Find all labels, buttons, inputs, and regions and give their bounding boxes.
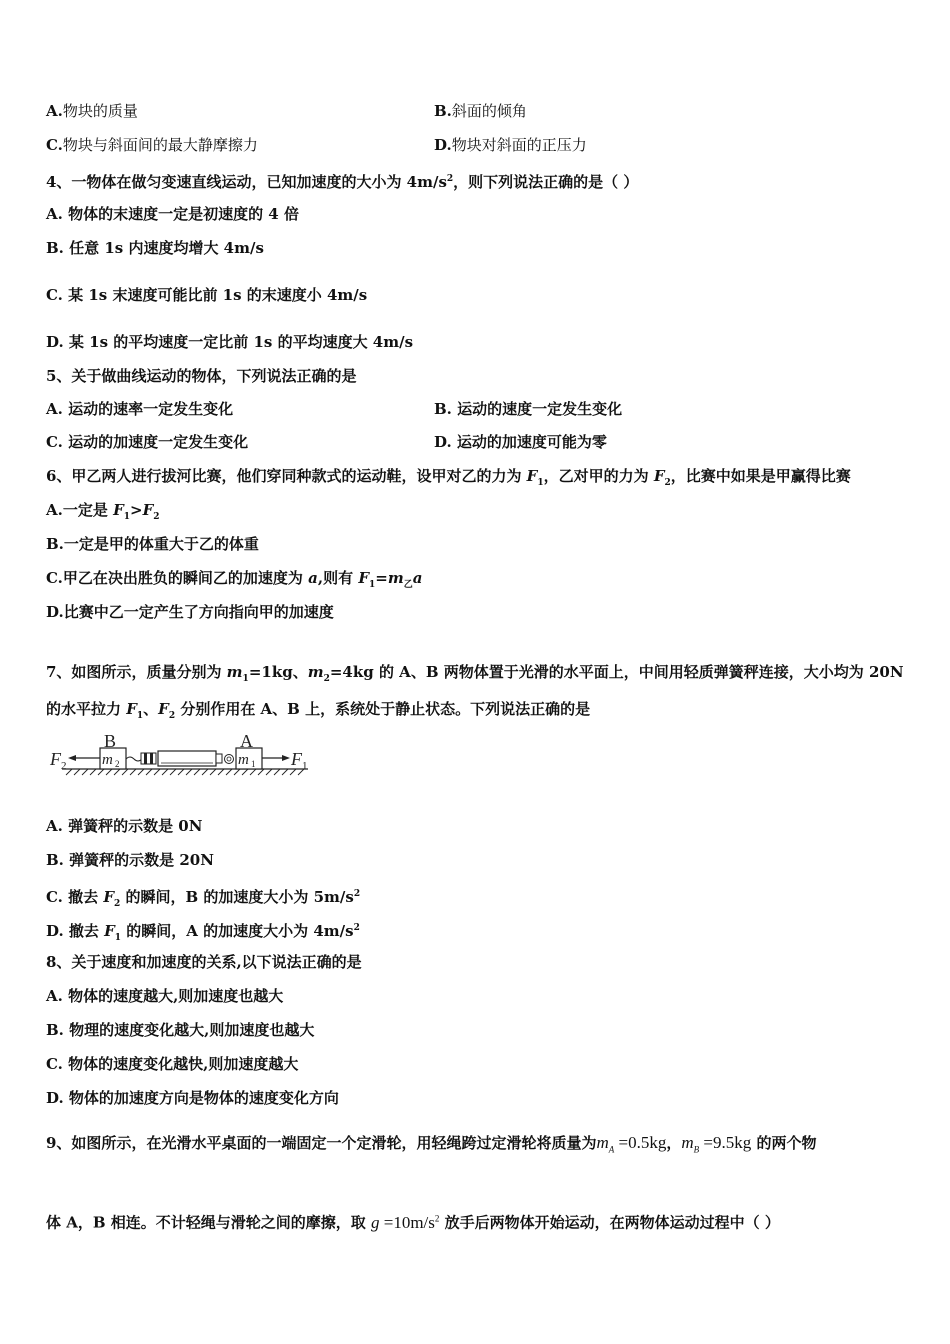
stem-text: 的两个物	[751, 1134, 817, 1152]
q5-option-a: A. 运动的速率一定发生变化	[46, 400, 234, 418]
q6-option-c	[46, 568, 422, 595]
force-symbol: F	[142, 501, 154, 519]
stem-text: 6、甲乙两人进行拔河比赛，他们穿同种款式的运动鞋，设甲对乙的力为	[46, 467, 527, 485]
q6-option-d: D.比赛中乙一定产生了方向指向甲的加速度	[46, 603, 334, 621]
q5-stem: 5、关于做曲线运动的物体，下列说法正确的是	[46, 367, 357, 385]
option-text: ,则有	[317, 569, 359, 587]
block-a-mass-sub: 1	[251, 759, 256, 769]
q8-option-b: B. 物理的速度变化越大,则加速度也越大	[46, 1021, 315, 1039]
mass-symbol: m	[596, 1133, 609, 1152]
gravity-expression	[371, 1213, 439, 1232]
f2-label: F	[50, 749, 61, 769]
option-letter: D.	[434, 136, 452, 154]
q6-stem	[46, 466, 851, 493]
q3-option-b	[434, 101, 527, 121]
stem-text: 体 A，B 相连。不计轻绳与滑轮之间的摩擦，取	[46, 1213, 371, 1232]
stem-text: 分别作用在 A、B 上，系统处于静止状态。下列说法正确的是	[175, 700, 591, 718]
stem-text: =4kg 的 A、B 两物体置于光滑的水平面上，中间用轻质弹簧秤连接，大小均为 20N	[329, 663, 904, 681]
subscript: 1	[136, 711, 144, 721]
force-symbol: F	[103, 888, 114, 906]
subscript: 2	[323, 674, 330, 684]
stem-text: 放手后两物体开始运动，在两物体运动过程中（ ）	[439, 1213, 780, 1232]
q4-option-b: B. 任意 1s 内速度均增大 4m/s	[46, 239, 264, 257]
subscript: 1	[537, 478, 544, 488]
stem-text: 4、一物体在做匀变速直线运动，已知加速度的大小为 4m/s	[46, 173, 447, 191]
q8-option-a: A. 物体的速度越大,则加速度也越大	[46, 987, 284, 1005]
subscript: 1	[114, 933, 122, 943]
superscript: 2	[446, 174, 454, 184]
superscript: 2	[353, 889, 361, 899]
q3-option-c	[46, 135, 258, 155]
subscript: 2	[114, 899, 121, 909]
subscript: 1	[123, 512, 131, 522]
q8-option-c: C. 物体的速度变化越快,则加速度越大	[46, 1055, 299, 1073]
mass-symbol: m	[307, 663, 324, 681]
q7-option-c	[46, 884, 360, 914]
acceleration-symbol: a	[412, 569, 423, 587]
block-b-mass-sub: 2	[115, 759, 120, 769]
option-text: A.一定是	[46, 501, 114, 519]
stem-text: =1kg、	[248, 663, 308, 681]
q9-stem-line1	[46, 1133, 816, 1159]
stem-text: ，乙对甲的力为	[543, 467, 654, 485]
stem-text: 、	[143, 700, 159, 718]
q8-option-d: D. 物体的加速度方向是物体的速度变化方向	[46, 1089, 339, 1107]
q4-option-a: A. 物体的末速度一定是初速度的 4 倍	[46, 205, 299, 223]
subscript: 2	[168, 711, 176, 721]
force-symbol: F	[158, 700, 169, 718]
q6-option-b: B.一定是甲的体重大于乙的体重	[46, 535, 259, 553]
superscript: 2	[434, 1213, 440, 1223]
option-text: D. 撤去	[46, 922, 105, 940]
subscript: A	[608, 1144, 615, 1155]
option-text: 的瞬间，A 的加速度大小为 4m/s	[121, 922, 354, 940]
stem-text: 7、如图所示，质量分别为	[46, 663, 227, 681]
subscript: 乙	[403, 580, 413, 590]
stem-text: ，则下列说法正确的是（ ）	[453, 173, 639, 191]
q9-stem-line2	[46, 1208, 780, 1233]
q3-option-d	[434, 135, 587, 155]
mass-b-expression	[681, 1133, 752, 1155]
q4-option-d: D. 某 1s 的平均速度一定比前 1s 的平均速度大 4m/s	[46, 333, 414, 351]
mass-a-expression	[596, 1133, 667, 1155]
block-b-mass-label: m	[102, 752, 113, 768]
force-symbol: F	[358, 569, 369, 587]
f2-label-sub: 2	[61, 760, 67, 772]
q8-stem: 8、关于速度和加速度的关系,以下说法正确的是	[46, 953, 362, 971]
q4-stem	[46, 169, 638, 192]
force-symbol: F	[653, 467, 665, 485]
q5-option-c: C. 运动的加速度一定发生变化	[46, 433, 249, 451]
operator: =	[375, 569, 388, 587]
option-text: 物块与斜面间的最大静摩擦力	[62, 136, 258, 154]
separator: ，	[666, 1134, 682, 1152]
gravity-value: =10m/s	[379, 1212, 435, 1232]
option-text: 物块的质量	[62, 102, 138, 120]
q7-spring-scale-figure	[46, 728, 316, 776]
force-symbol: F	[104, 922, 115, 940]
option-text: C. 撤去	[46, 888, 104, 906]
mass-symbol: m	[226, 663, 243, 681]
f1-label-sub: 1	[302, 760, 308, 772]
option-text: 物块对斜面的正压力	[451, 136, 587, 154]
block-a-mass-label: m	[238, 752, 249, 768]
option-letter: C.	[46, 136, 63, 154]
option-letter: B.	[434, 102, 452, 120]
block-b-label: B	[104, 731, 117, 751]
operator: >	[130, 501, 143, 519]
q5-option-d: D. 运动的加速度可能为零	[434, 433, 607, 451]
q5-option-b: B. 运动的速度一定发生变化	[434, 400, 623, 418]
block-a-label: A	[240, 731, 253, 751]
force-symbol: F	[526, 467, 538, 485]
q6-option-a	[46, 500, 160, 527]
mass-value: =0.5kg	[614, 1133, 667, 1152]
option-text: 的瞬间，B 的加速度大小为 5m/s	[120, 888, 354, 906]
force-symbol: F	[113, 501, 124, 519]
superscript: 2	[353, 923, 360, 933]
stem-text: ，比赛中如果是甲赢得比赛	[670, 467, 851, 485]
q7-stem-line2	[46, 699, 590, 726]
q3-option-a	[46, 101, 138, 121]
subscript: B	[693, 1144, 700, 1155]
subscript: 1	[368, 580, 376, 590]
gravity-symbol: g	[371, 1212, 380, 1232]
subscript: 1	[242, 674, 249, 684]
stem-text: 的水平拉力	[46, 700, 127, 718]
option-letter: A.	[46, 102, 63, 120]
force-symbol: F	[126, 700, 137, 718]
mass-symbol: m	[387, 569, 404, 587]
q7-stem-line1	[46, 662, 904, 689]
mass-symbol: m	[681, 1133, 694, 1152]
q7-option-a: A. 弹簧秤的示数是 0N	[46, 817, 203, 835]
q7-option-d	[46, 918, 360, 948]
option-text: 斜面的倾角	[451, 102, 527, 120]
option-text: C.甲乙在决出胜负的瞬间乙的加速度为	[46, 569, 309, 587]
mass-value: =9.5kg	[699, 1133, 752, 1152]
q4-option-c: C. 某 1s 末速度可能比前 1s 的末速度小 4m/s	[46, 286, 368, 304]
q7-option-b: B. 弹簧秤的示数是 20N	[46, 851, 214, 869]
stem-text: 9、如图所示，在光滑水平桌面的一端固定一个定滑轮，用轻绳跨过定滑轮将质量为	[46, 1134, 597, 1152]
subscript: 2	[153, 512, 160, 522]
f1-label: F	[291, 749, 302, 769]
subscript: 2	[664, 478, 671, 488]
acceleration-symbol: a	[308, 569, 318, 587]
